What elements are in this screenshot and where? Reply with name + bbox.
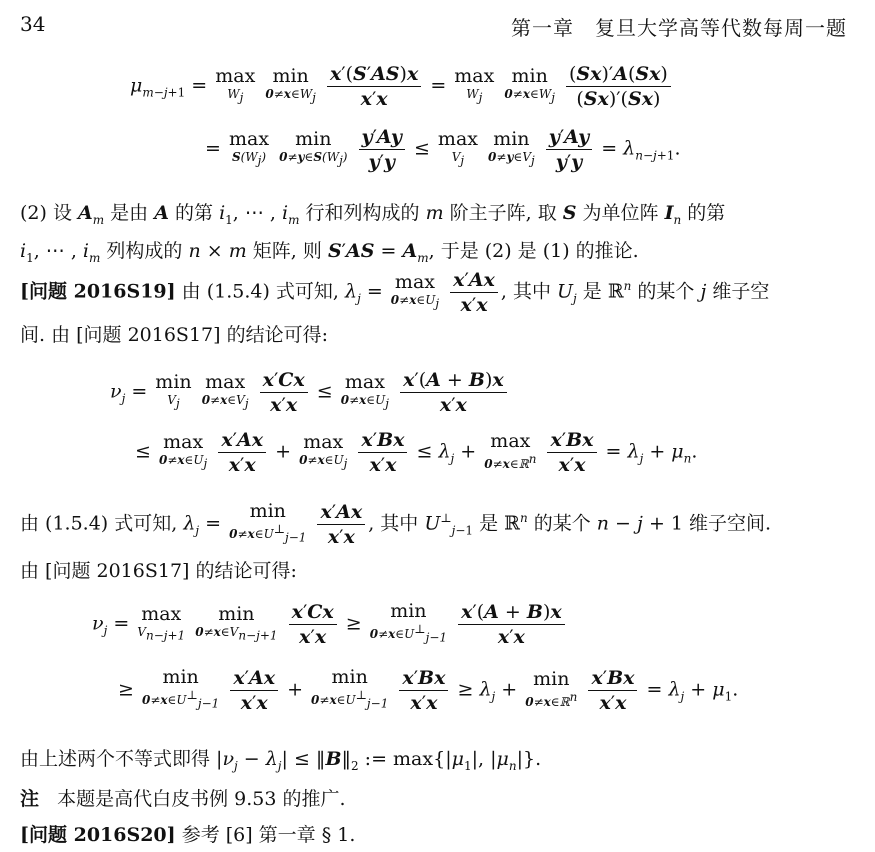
problem-s20-label: [问题 2016S20] — [20, 824, 176, 846]
note-label: 注 — [20, 788, 40, 810]
equation-nu2-row2: ≥ min $0\ne x\in U^\perp_{j-1}$ $\frac{x'Ax}{x'x}$ + min $0\ne x\in U^\perp_{j-1}$ $\frac{x'Bx}{x'x}$ ≥ $\lambda_j$ + min 0≠x∈ℝ$^n$ $\frac{x'Bx}{x'x}$ = $\lambda_j + \mu_1$. — [118, 666, 739, 714]
problem-s19-line2: 间. 由 [问题 2016S17] 的结论可得: — [20, 324, 328, 346]
equation-mu-row2: = max $S(W_j)$ min $0\ne y\in S(W_j)$ $\frac{y'Ay}{y'y}$ ≤ max $V_j$ min $0\ne y\in V_j$ $\frac{y'Ay}{y'y}$ = $\lambda_{n-j+1}$. — [205, 126, 681, 173]
equation-mu-row1: $\mu_{m-j+1}$ = max $W_j$ min $0\ne x\in W_j$ $\frac{x'(S'AS)x}{x'x}$ = max $W_j$ min $0\ne x\in W_j$ $\frac{(Sx)'A(Sx)}{(Sx)'(Sx)}$ — [130, 62, 674, 111]
note-text: 本题是高代白皮书例 9.53 的推广. — [57, 788, 346, 810]
para-min-line1: 由 (1.5.4) 式可知, $\lambda_j$ = min $0\ne x\in U^\perp_{j-1}$ $\frac{x'Ax}{x'x}$ , 其中 $U^\perp_{j-1}$ 是 ℝ$^n$ 的某个 n − j + 1 维子空间. — [20, 500, 772, 548]
page-number: 34 — [20, 12, 46, 36]
para-2-line2: $i_1$, ⋯ , $i_m$ 列构成的 n × m 矩阵, 则 $S'AS = A_m$, 于是 (2) 是 (1) 的推论. — [20, 240, 639, 265]
equation-nu1-row1: $\nu_j$ = min $V_j$ max $0\ne x\in V_j$ $\frac{x'Cx}{x'x}$ ≤ max $0\ne x\in U_j$ $\frac{x'(A + B)x}{x'x}$ — [110, 368, 510, 417]
equation-nu1-row2: ≤ max $0\ne x\in U_j$ $\frac{x'Ax}{x'x}$ + max $0\ne x\in U_j$ $\frac{x'Bx}{x'x}$ ≤ $\lambda_j$ + max 0≠x∈ℝ$^n$ $\frac{x'Bx}{x'x}$ = $\lambda_j + \mu_n$. — [135, 429, 698, 476]
problem-s20-text: 参考 [6] 第一章 § 1. — [181, 824, 356, 846]
conclusion: 由上述两个不等式即得 $|\nu_j - \lambda_j|$ ≤ $‖B‖_2$ := $\max\{|\mu_1|$, $|\mu_n|$}. — [20, 748, 542, 773]
equation-nu2-row1: $\nu_j$ = max $V_{n-j+1}$ min $0\ne x\in V_{n-j+1}$ $\frac{x'Cx}{x'x}$ ≥ min $0\ne x\in U^\perp_{j-1}$ $\frac{x'(A + B)x}{x'x}$ — [92, 600, 568, 649]
running-title: 第一章 复旦大学高等代数每周一题 — [511, 16, 847, 40]
note — [20, 784, 346, 811]
problem-s19-line1: [问题 2016S19] 由 (1.5.4) 式可知, $\lambda_j$ = max $0\ne x\in U_j$ $\frac{x'Ax}{x'x}$ , 其中 $U_j$ 是 ℝ$^n$ 的某个 j 维子空 — [20, 269, 770, 316]
problem-s20 — [20, 820, 355, 847]
para-2-line1: (2) 设 $A_m$ 是由 A 的第 $i_1$, ⋯ , $i_m$ 行和列构成的 m 阶主子阵, 取 S 为单位阵 $I_n$ 的第 — [20, 202, 726, 227]
para-min-line2: 由 [问题 2016S17] 的结论可得: — [20, 560, 297, 582]
